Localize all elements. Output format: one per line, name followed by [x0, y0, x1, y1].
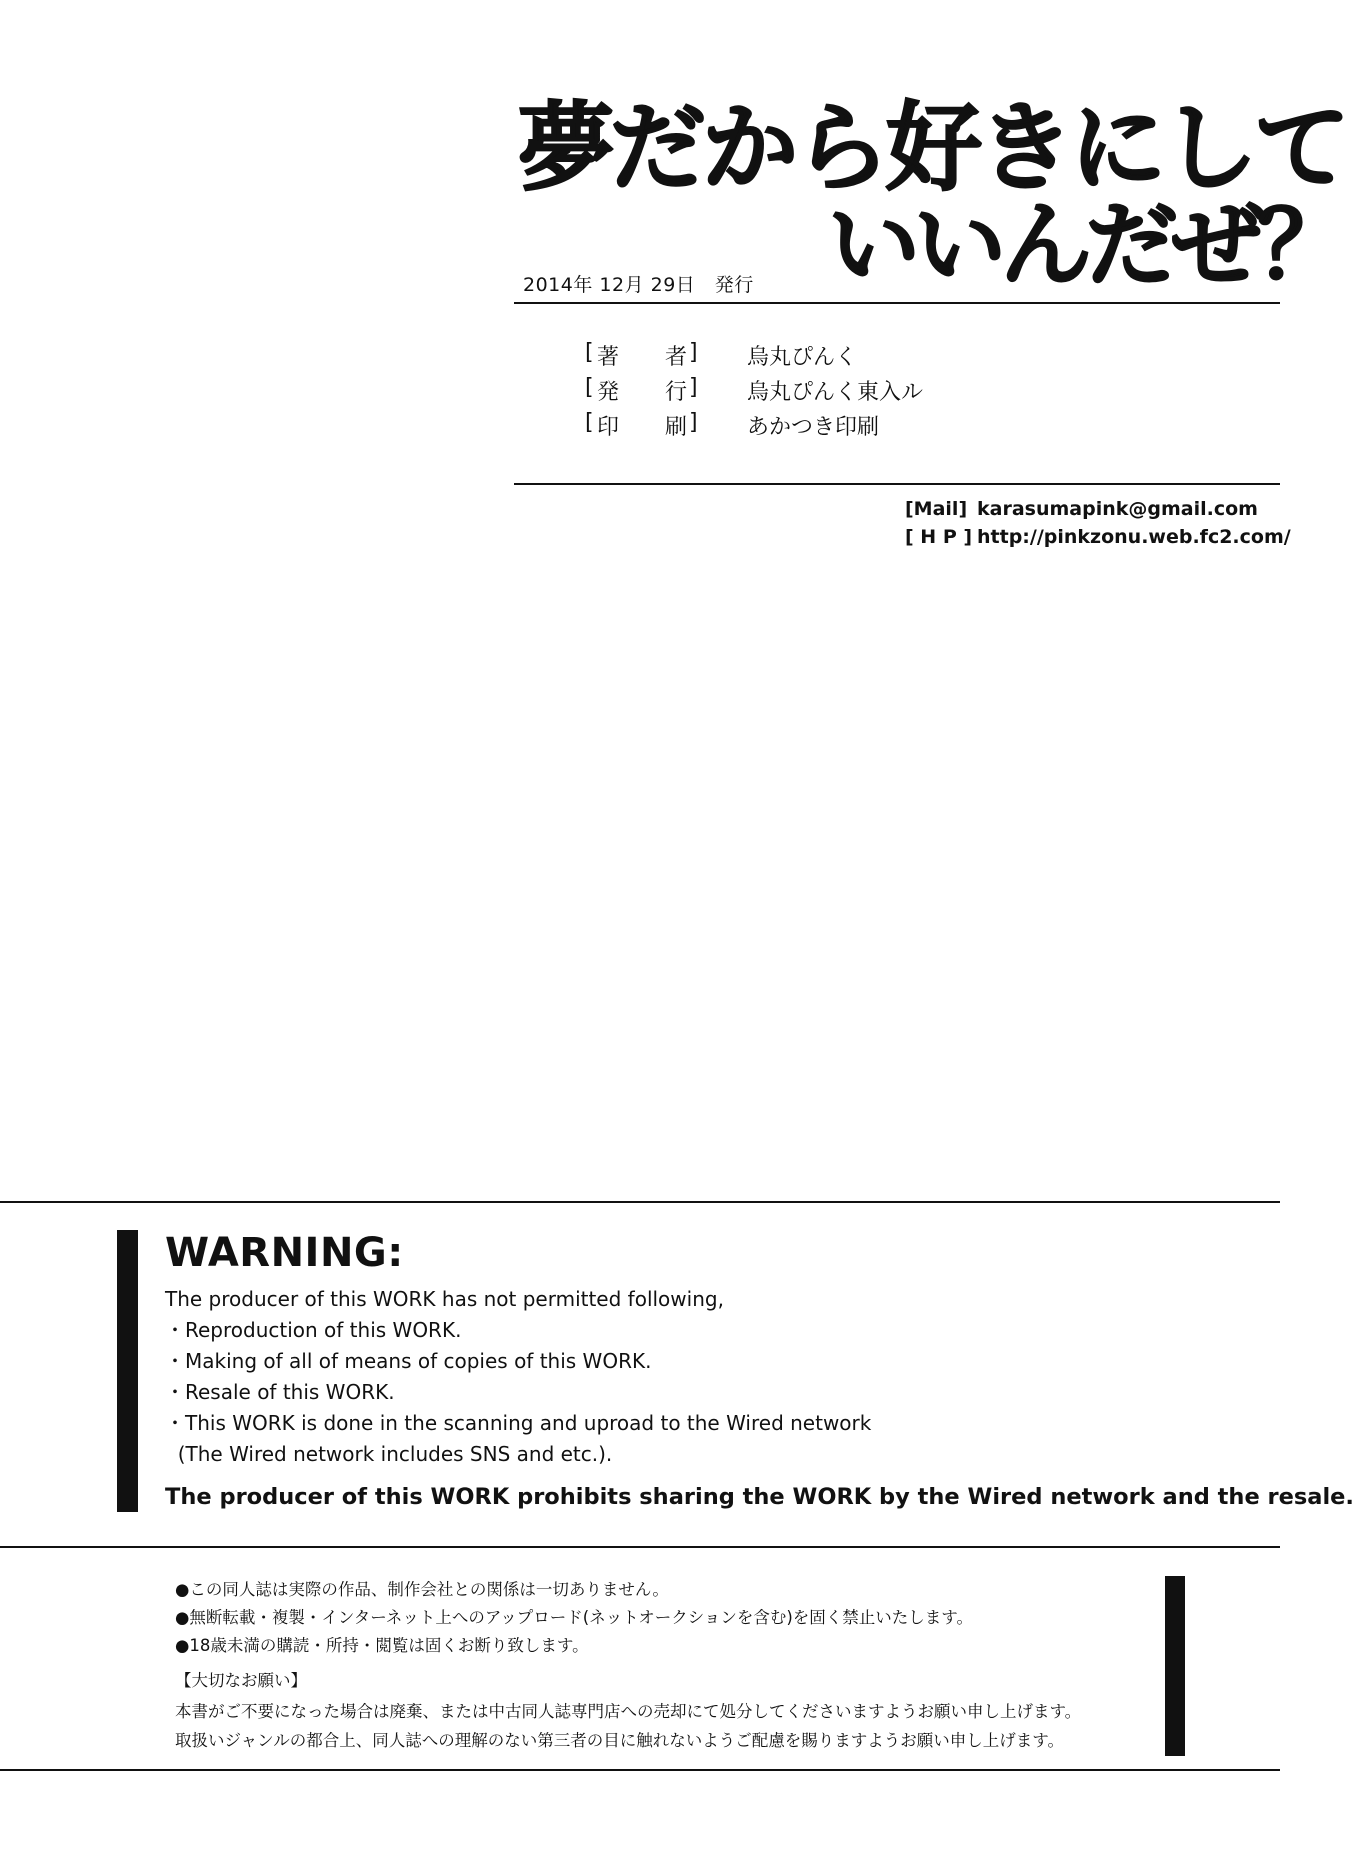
credit-row-printer: [ 印 刷 ] あかつき印刷: [585, 410, 880, 440]
mail-link[interactable]: karasumapink@gmail.com: [977, 498, 1258, 520]
notice-list: [175, 1576, 973, 1660]
request-line: 取扱いジャンルの都合上、同人誌への理解のない第三者の目に触れないようご配慮を賜りますようお願い申し上げます。: [175, 1731, 1064, 1750]
notice-item: ●18歳未満の購読・所持・閲覧は固くお断り致します。: [175, 1636, 589, 1655]
notice-item: ●無断転載・複製・インターネット上へのアップロード(ネットオークションを含む)を固く禁止いたします。: [175, 1608, 973, 1627]
warning-line: ・Making of all of means of copies of this WORK.: [165, 1349, 652, 1373]
warning-bar: [117, 1230, 138, 1512]
divider-warning-bottom: [0, 1546, 1280, 1548]
credit-value-publisher: 烏丸ぴんく東入ル: [747, 380, 924, 405]
divider-warning-top: [0, 1201, 1280, 1203]
warning-title: WARNING:: [165, 1230, 404, 1276]
mail-label: [Mail]: [905, 498, 968, 520]
divider-bottom: [0, 1769, 1280, 1771]
warning-line: ・Reproduction of this WORK.: [165, 1318, 462, 1342]
issue-date: 2014年 12月 29日 発行: [523, 274, 754, 296]
contact-block: [905, 498, 1291, 554]
warning-line: (The Wired network includes SNS and etc.).: [165, 1442, 613, 1466]
warning-line: The producer of this WORK has not permitted following,: [165, 1287, 724, 1311]
credit-value-printer: あかつき印刷: [747, 415, 880, 440]
credit-row-author: [ 著 者 ] 烏丸ぴんく: [585, 340, 858, 370]
notice-bar: [1165, 1576, 1185, 1756]
warning-line: ・This WORK is done in the scanning and uproad to the Wired network: [165, 1411, 872, 1435]
request-body: [175, 1697, 1081, 1755]
request-line: 本書がご不要になった場合は廃棄、または中古同人誌専門店への売却にて処分してくださいますようお願い申し上げます。: [175, 1702, 1082, 1721]
credits-list: [585, 340, 1105, 445]
credit-row-publisher: [ 発 行 ] 烏丸ぴんく東入ル: [585, 375, 924, 405]
warning-line: ・Resale of this WORK.: [165, 1380, 395, 1404]
hp-label: [ H P ]: [905, 526, 973, 548]
title-line-1: 夢だから好きにして: [518, 92, 1346, 204]
warning-final-statement: The producer of this WORK prohibits sharing the WORK by the Wired network and the resale.: [165, 1484, 1354, 1510]
credit-value-author: 烏丸ぴんく: [747, 345, 858, 370]
request-heading: 【大切なお願い】: [175, 1671, 307, 1690]
contact-row-hp: [905, 526, 1291, 554]
title-line-2: いいんだぜ？: [828, 192, 1345, 299]
divider-middle: [514, 483, 1280, 485]
hp-link[interactable]: http://pinkzonu.web.fc2.com/: [977, 526, 1291, 548]
divider-top: [514, 302, 1280, 304]
notice-item: ●この同人誌は実際の作品、制作会社との関係は一切ありません。: [175, 1580, 669, 1599]
warning-list: [165, 1284, 871, 1470]
contact-row-mail: [905, 498, 1275, 526]
